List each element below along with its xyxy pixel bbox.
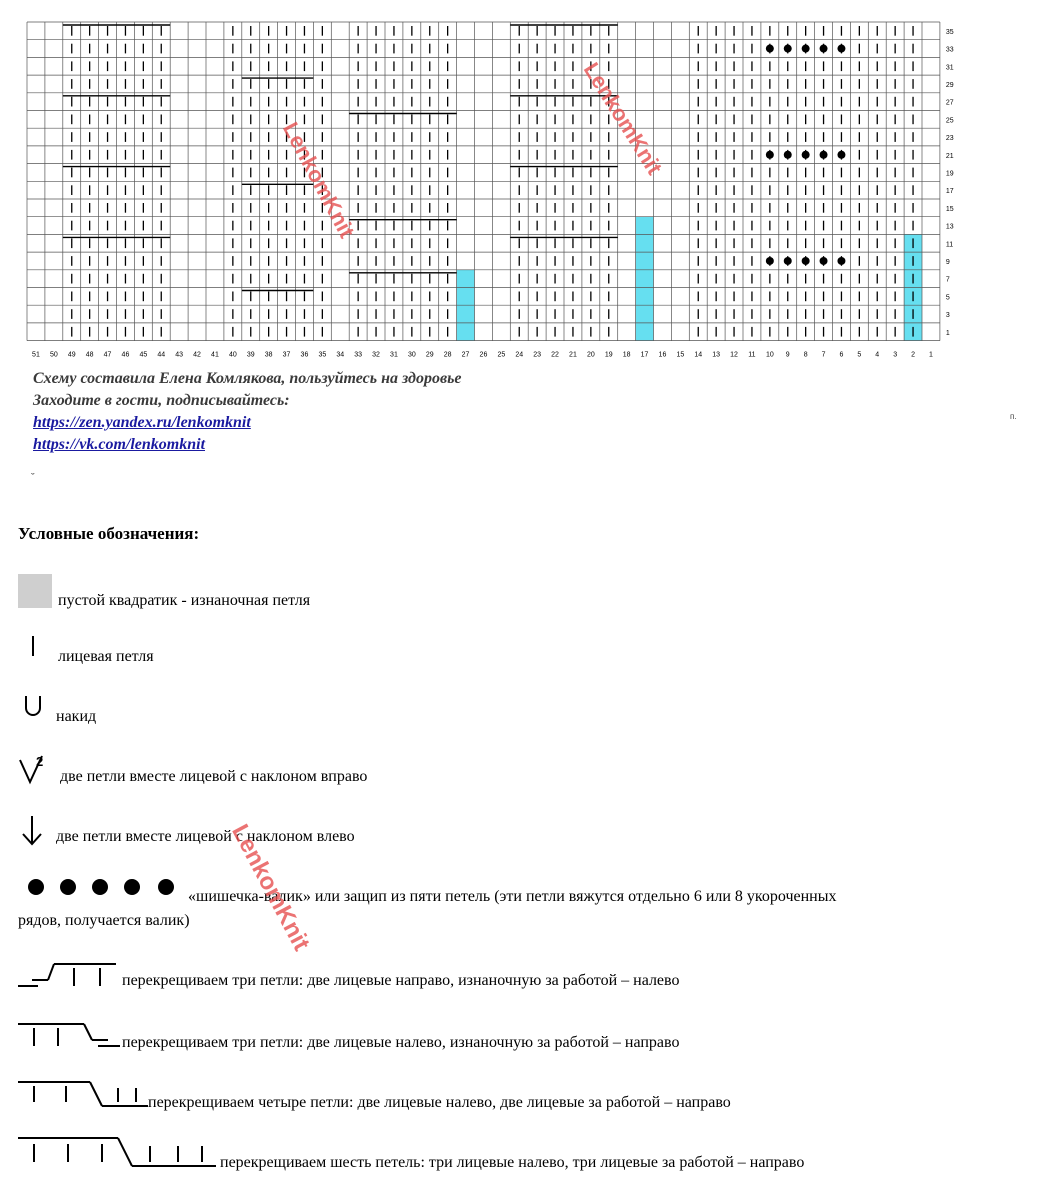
col-number: 39 <box>246 351 255 359</box>
bobble <box>820 257 828 265</box>
row-number: 27 <box>945 99 954 107</box>
credits-author: Схему составила Елена Комлякова, пользуйтесь на здоровье <box>33 370 462 387</box>
vk-link[interactable]: https://vk.com/lenkomknit <box>33 436 206 453</box>
row-number: 33 <box>945 46 954 54</box>
col-number: 17 <box>640 351 649 359</box>
bobble <box>784 151 792 159</box>
col-number: 10 <box>765 351 774 359</box>
row-number: 29 <box>945 81 954 89</box>
note-p: п. <box>1010 412 1017 421</box>
watermark: LenkomKnit <box>277 118 360 242</box>
col-number: 26 <box>479 351 488 359</box>
bobble <box>802 45 810 53</box>
col-number: 15 <box>676 351 685 359</box>
credits-invite: Заходите в гости, подписывайтесь: <box>33 392 290 409</box>
col-number: 16 <box>658 351 667 359</box>
col-number: 28 <box>443 351 452 359</box>
col-number: 2 <box>911 351 916 359</box>
bobble <box>766 257 774 265</box>
yarn-over-icon <box>22 694 46 720</box>
row-number: 7 <box>945 276 950 284</box>
col-number: 33 <box>354 351 363 359</box>
watermark: LenkomKnit <box>578 58 668 180</box>
col-number: 42 <box>193 351 201 359</box>
col-number: 18 <box>622 351 631 359</box>
col-number: 30 <box>407 351 416 359</box>
legend-text: пустой квадратик - изнаночная петля <box>58 592 311 609</box>
col-number: 13 <box>712 351 721 359</box>
col-number: 31 <box>390 351 398 359</box>
col-number: 40 <box>228 351 237 359</box>
legend-text: перекрещиваем шесть петель: три лицевые налево, три лицевые за работой – направо <box>220 1154 805 1171</box>
row-number: 15 <box>945 205 954 213</box>
col-number: 45 <box>139 351 148 359</box>
col-number: 34 <box>336 351 345 359</box>
col-number: 36 <box>300 351 309 359</box>
col-number: 37 <box>282 351 291 359</box>
col-number: 46 <box>121 351 130 359</box>
col-number: 23 <box>533 351 542 359</box>
col-number: 7 <box>821 351 826 359</box>
cross-3-right-icon <box>18 1022 122 1052</box>
credits <box>33 368 462 456</box>
col-number: 41 <box>211 351 219 359</box>
row-number: 3 <box>945 312 950 320</box>
legend-text: перекрещиваем три петли: две лицевые налево, изнаночную за работой – направо <box>122 1034 680 1051</box>
col-number: 20 <box>586 351 595 359</box>
row-number: 19 <box>945 170 954 178</box>
row-number: 23 <box>945 135 954 143</box>
bobble <box>820 45 828 53</box>
col-number: 35 <box>318 351 327 359</box>
bobble <box>837 151 845 159</box>
legend-text: две петли вместе лицевой с наклоном влево <box>56 828 355 845</box>
col-number: 4 <box>875 351 880 359</box>
bobble <box>766 151 774 159</box>
legend-text: перекрещиваем четыре петли: две лицевые налево, две лицевые за работой – направо <box>148 1094 731 1111</box>
bobble <box>820 151 828 159</box>
row-number: 9 <box>945 258 950 266</box>
empty-square-icon <box>18 574 52 608</box>
legend-text: перекрещиваем три петли: две лицевые направо, изнаночную за работой – налево <box>122 972 680 989</box>
col-number: 12 <box>730 351 738 359</box>
col-number: 44 <box>157 351 166 359</box>
legend-text: накид <box>56 708 97 725</box>
bobble <box>837 257 845 265</box>
col-number: 14 <box>694 351 703 359</box>
bobble <box>766 45 774 53</box>
col-number: 9 <box>785 351 790 359</box>
row-number: 31 <box>945 64 954 72</box>
bobble <box>784 257 792 265</box>
col-number: 43 <box>175 351 184 359</box>
col-number: 48 <box>85 351 94 359</box>
legend-text: «шишечка-валик» или защип из пяти петель (эти петли вяжутся отдельно 6 или 8 укороченных <box>188 888 837 905</box>
k2tog-left-icon <box>20 814 44 848</box>
legend-title: Условные обозначения: <box>18 524 200 543</box>
legend-text: лицевая петля <box>58 648 154 665</box>
col-number: 51 <box>32 351 40 359</box>
col-number: 50 <box>49 351 58 359</box>
col-number: 5 <box>857 351 862 359</box>
note-v: ˇ <box>31 472 35 484</box>
col-number: 38 <box>264 351 273 359</box>
k2tog-right-icon <box>18 752 50 786</box>
legend-text: две петли вместе лицевой с наклоном вправо <box>60 768 368 785</box>
row-number: 21 <box>945 152 954 160</box>
knit-stitch-icon <box>28 634 38 658</box>
col-number: 49 <box>67 351 76 359</box>
knitting-chart <box>0 0 1058 360</box>
bobble-icon <box>18 874 183 900</box>
col-number: 32 <box>372 351 380 359</box>
cross-4-icon <box>18 1080 150 1110</box>
bobble <box>837 45 845 53</box>
zen-link[interactable]: https://zen.yandex.ru/lenkomknit <box>33 414 251 431</box>
row-number: 11 <box>945 241 954 249</box>
legend-text-cont: рядов, получается валик) <box>18 912 190 929</box>
row-number: 1 <box>945 329 950 337</box>
col-number: 24 <box>515 351 524 359</box>
col-number: 19 <box>604 351 613 359</box>
row-number: 13 <box>945 223 954 231</box>
cross-6-icon <box>18 1136 218 1170</box>
col-number: 3 <box>893 351 898 359</box>
bobble <box>802 257 810 265</box>
k2tog-label: 2 <box>36 754 44 769</box>
row-number: 25 <box>945 117 954 125</box>
row-number: 17 <box>945 188 954 196</box>
row-number: 5 <box>945 294 950 302</box>
col-number: 27 <box>461 351 470 359</box>
watermark: LenkomKnit <box>226 820 316 956</box>
col-number: 47 <box>103 351 112 359</box>
row-number: 35 <box>945 28 954 36</box>
bobble <box>802 151 810 159</box>
chart-grid <box>0 0 1058 360</box>
col-number: 11 <box>748 351 756 359</box>
col-number: 22 <box>551 351 559 359</box>
col-number: 1 <box>928 351 933 359</box>
highlight-cell <box>636 217 654 341</box>
cross-3-left-icon <box>18 962 118 990</box>
col-number: 29 <box>425 351 434 359</box>
col-number: 6 <box>839 351 844 359</box>
col-number: 21 <box>569 351 577 359</box>
col-number: 8 <box>803 351 808 359</box>
bobble <box>784 45 792 53</box>
col-number: 25 <box>497 351 506 359</box>
